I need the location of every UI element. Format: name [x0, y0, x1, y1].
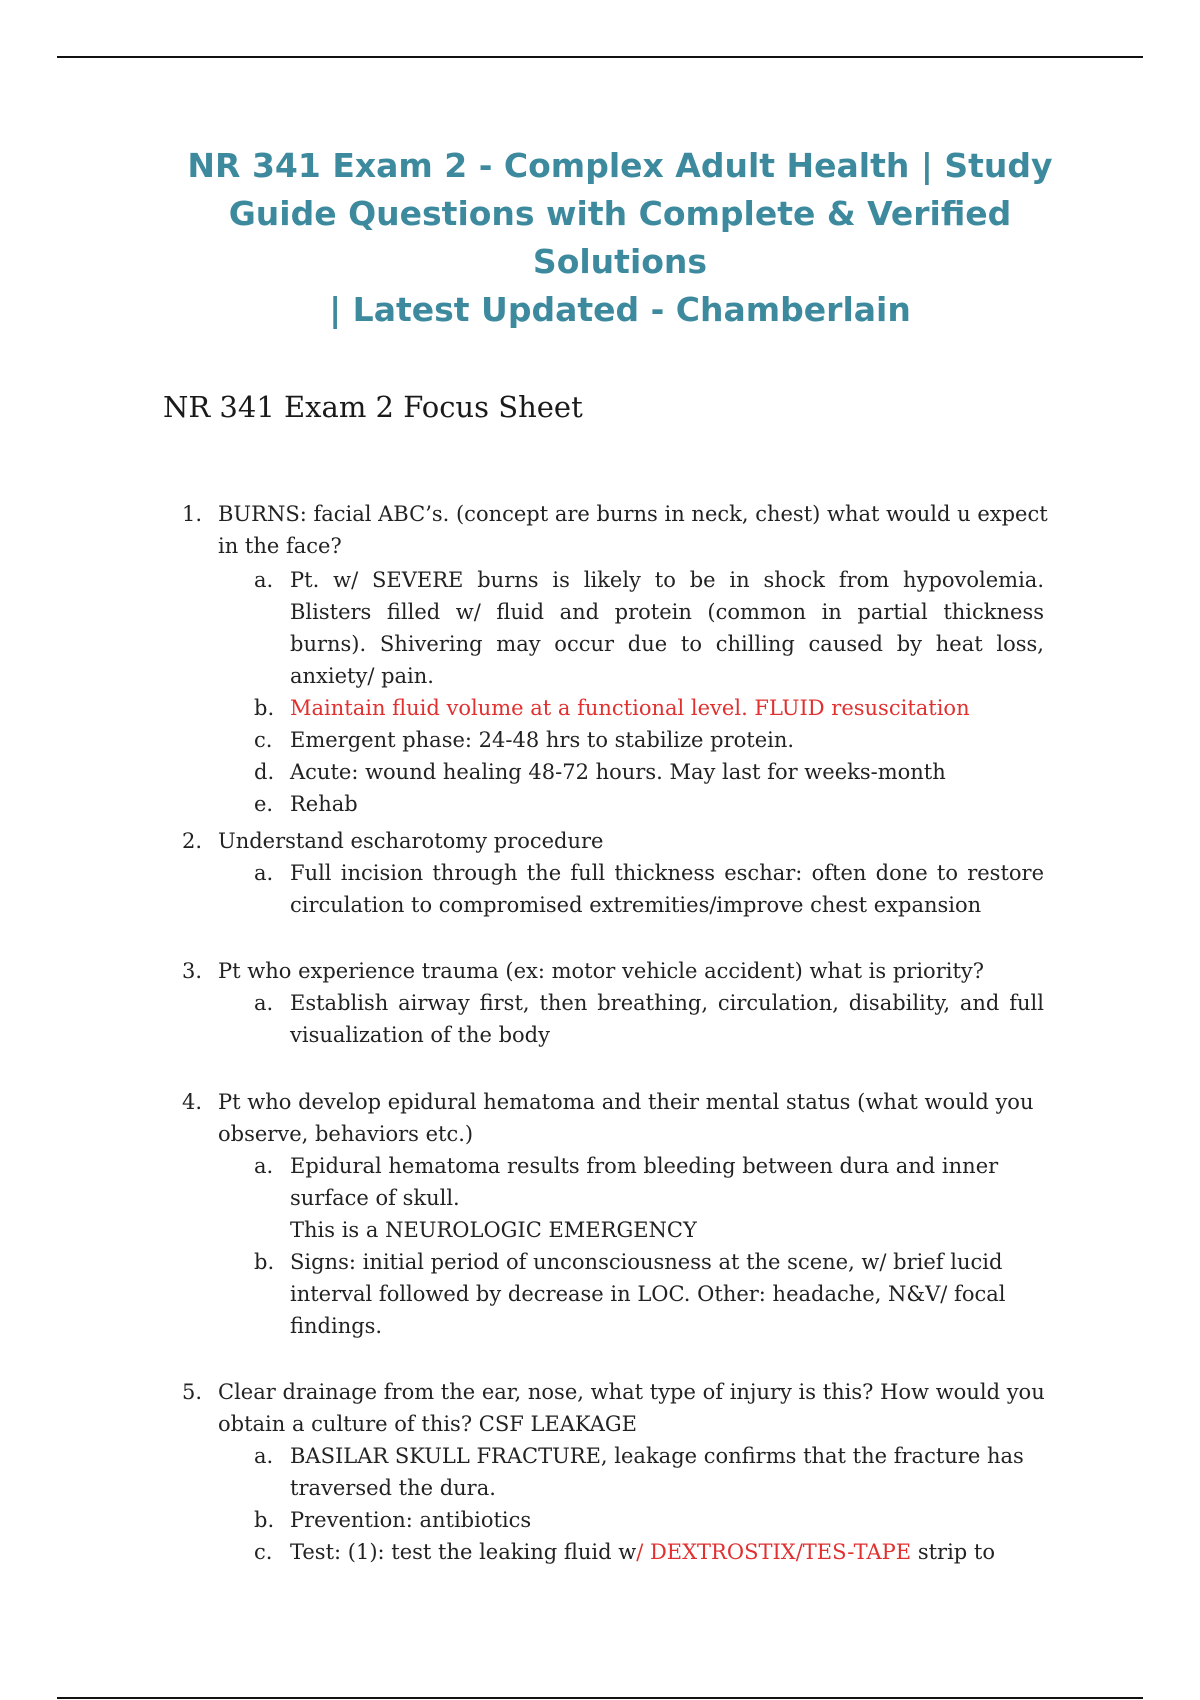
- item-number: 3.: [182, 959, 203, 983]
- item-number: 2.: [182, 829, 203, 853]
- sub-item: [254, 1246, 1044, 1342]
- sub-letter: a.: [254, 991, 274, 1015]
- item-text: Understand escharotomy procedure: [218, 829, 604, 853]
- item-number: 1.: [182, 502, 203, 526]
- question-item-2: [182, 825, 1082, 921]
- item-text: Clear drainage from the ear, nose, what type of injury is this? How would you obtain a culture of this? CSF LEAKAGE: [218, 1380, 1045, 1436]
- sub-item: [254, 788, 1044, 820]
- sub-letter: d.: [254, 760, 275, 784]
- top-rule: [57, 56, 1143, 58]
- title-line: | Latest Updated - Chamberlain: [329, 290, 911, 329]
- sub-letter: a.: [254, 1154, 274, 1178]
- sub-letter: a.: [254, 1444, 274, 1468]
- question-item-3: [182, 955, 1082, 1051]
- emergency-note: This is a NEUROLOGIC EMERGENCY: [290, 1218, 697, 1242]
- sub-text: Epidural hematoma results from bleeding between dura and inner surface of skull.: [290, 1154, 999, 1210]
- sub-text: Establish airway first, then breathing, circulation, disability, and full visualization of the body: [290, 991, 1044, 1047]
- sub-letter: a.: [254, 861, 274, 885]
- sub-text: Rehab: [290, 792, 358, 816]
- sub-item: [254, 692, 1044, 724]
- sub-item: [254, 1440, 1044, 1504]
- sub-item: [254, 564, 1044, 692]
- sub-text: Acute: wound healing 48-72 hours. May last for weeks-month: [290, 760, 946, 784]
- item-number: 4.: [182, 1090, 203, 1114]
- sub-item: [254, 1150, 1044, 1246]
- sub-letter: c.: [254, 728, 273, 752]
- question-item-5: [182, 1376, 1082, 1568]
- item-text: Pt who develop epidural hematoma and their mental status (what would you observe, behaviors etc.): [218, 1090, 1034, 1146]
- sub-item: [254, 987, 1044, 1051]
- sub-item: [254, 1504, 1044, 1536]
- question-item-4: [182, 1086, 1082, 1342]
- sub-item: [254, 756, 1044, 788]
- sub-text-part: strip to: [911, 1540, 995, 1564]
- sub-text: Prevention: antibiotics: [290, 1508, 532, 1532]
- sub-letter: e.: [254, 792, 274, 816]
- sub-text-highlight: / DEXTROSTIX/TES-TAPE: [636, 1540, 912, 1564]
- sub-text: Full incision through the full thickness eschar: often done to restore circulation to compromised extremities/improve chest expansion: [290, 861, 1044, 917]
- sub-text: [290, 1536, 1044, 1568]
- item-text: Pt who experience trauma (ex: motor vehicle accident) what is priority?: [218, 959, 985, 983]
- sub-item: [254, 724, 1044, 756]
- sub-text-part: Test: (1): test the leaking fluid w: [290, 1540, 637, 1564]
- question-item-1: [182, 498, 1082, 820]
- sub-letter: c.: [254, 1540, 273, 1564]
- sub-text-highlight: Maintain fluid volume at a functional level. FLUID resuscitation: [290, 696, 970, 720]
- sub-text: Pt. w/ SEVERE burns is likely to be in shock from hypovolemia. Blisters filled w/ fluid and protein (common in partial thickness burns). Shivering may occur due to chilling caused by heat loss, anxiety/ pain.: [290, 568, 1044, 688]
- sub-letter: b.: [254, 1250, 275, 1274]
- sub-letter: a.: [254, 568, 274, 592]
- focus-sheet-heading: NR 341 Exam 2 Focus Sheet: [163, 390, 583, 424]
- sub-letter: b.: [254, 696, 275, 720]
- item-text: BURNS: facial ABC’s. (concept are burns in neck, chest) what would u expect in the face?: [218, 502, 1048, 558]
- sub-letter: b.: [254, 1508, 275, 1532]
- document-title: [140, 142, 1100, 334]
- sub-item: [254, 857, 1044, 921]
- title-line: NR 341 Exam 2 - Complex Adult Health | Study: [187, 146, 1053, 185]
- sub-text: Emergent phase: 24-48 hrs to stabilize protein.: [290, 728, 795, 752]
- sub-text: Signs: initial period of unconsciousness at the scene, w/ brief lucid interval followed by decrease in LOC. Other: headache, N&V/ focal findings.: [290, 1250, 1006, 1338]
- bottom-rule: [57, 1697, 1143, 1699]
- sub-text: BASILAR SKULL FRACTURE, leakage confirms that the fracture has traversed the dura.: [290, 1444, 1024, 1500]
- item-number: 5.: [182, 1380, 203, 1404]
- title-line: Guide Questions with Complete & Verified Solutions: [228, 194, 1012, 281]
- sub-item: [254, 1536, 1044, 1568]
